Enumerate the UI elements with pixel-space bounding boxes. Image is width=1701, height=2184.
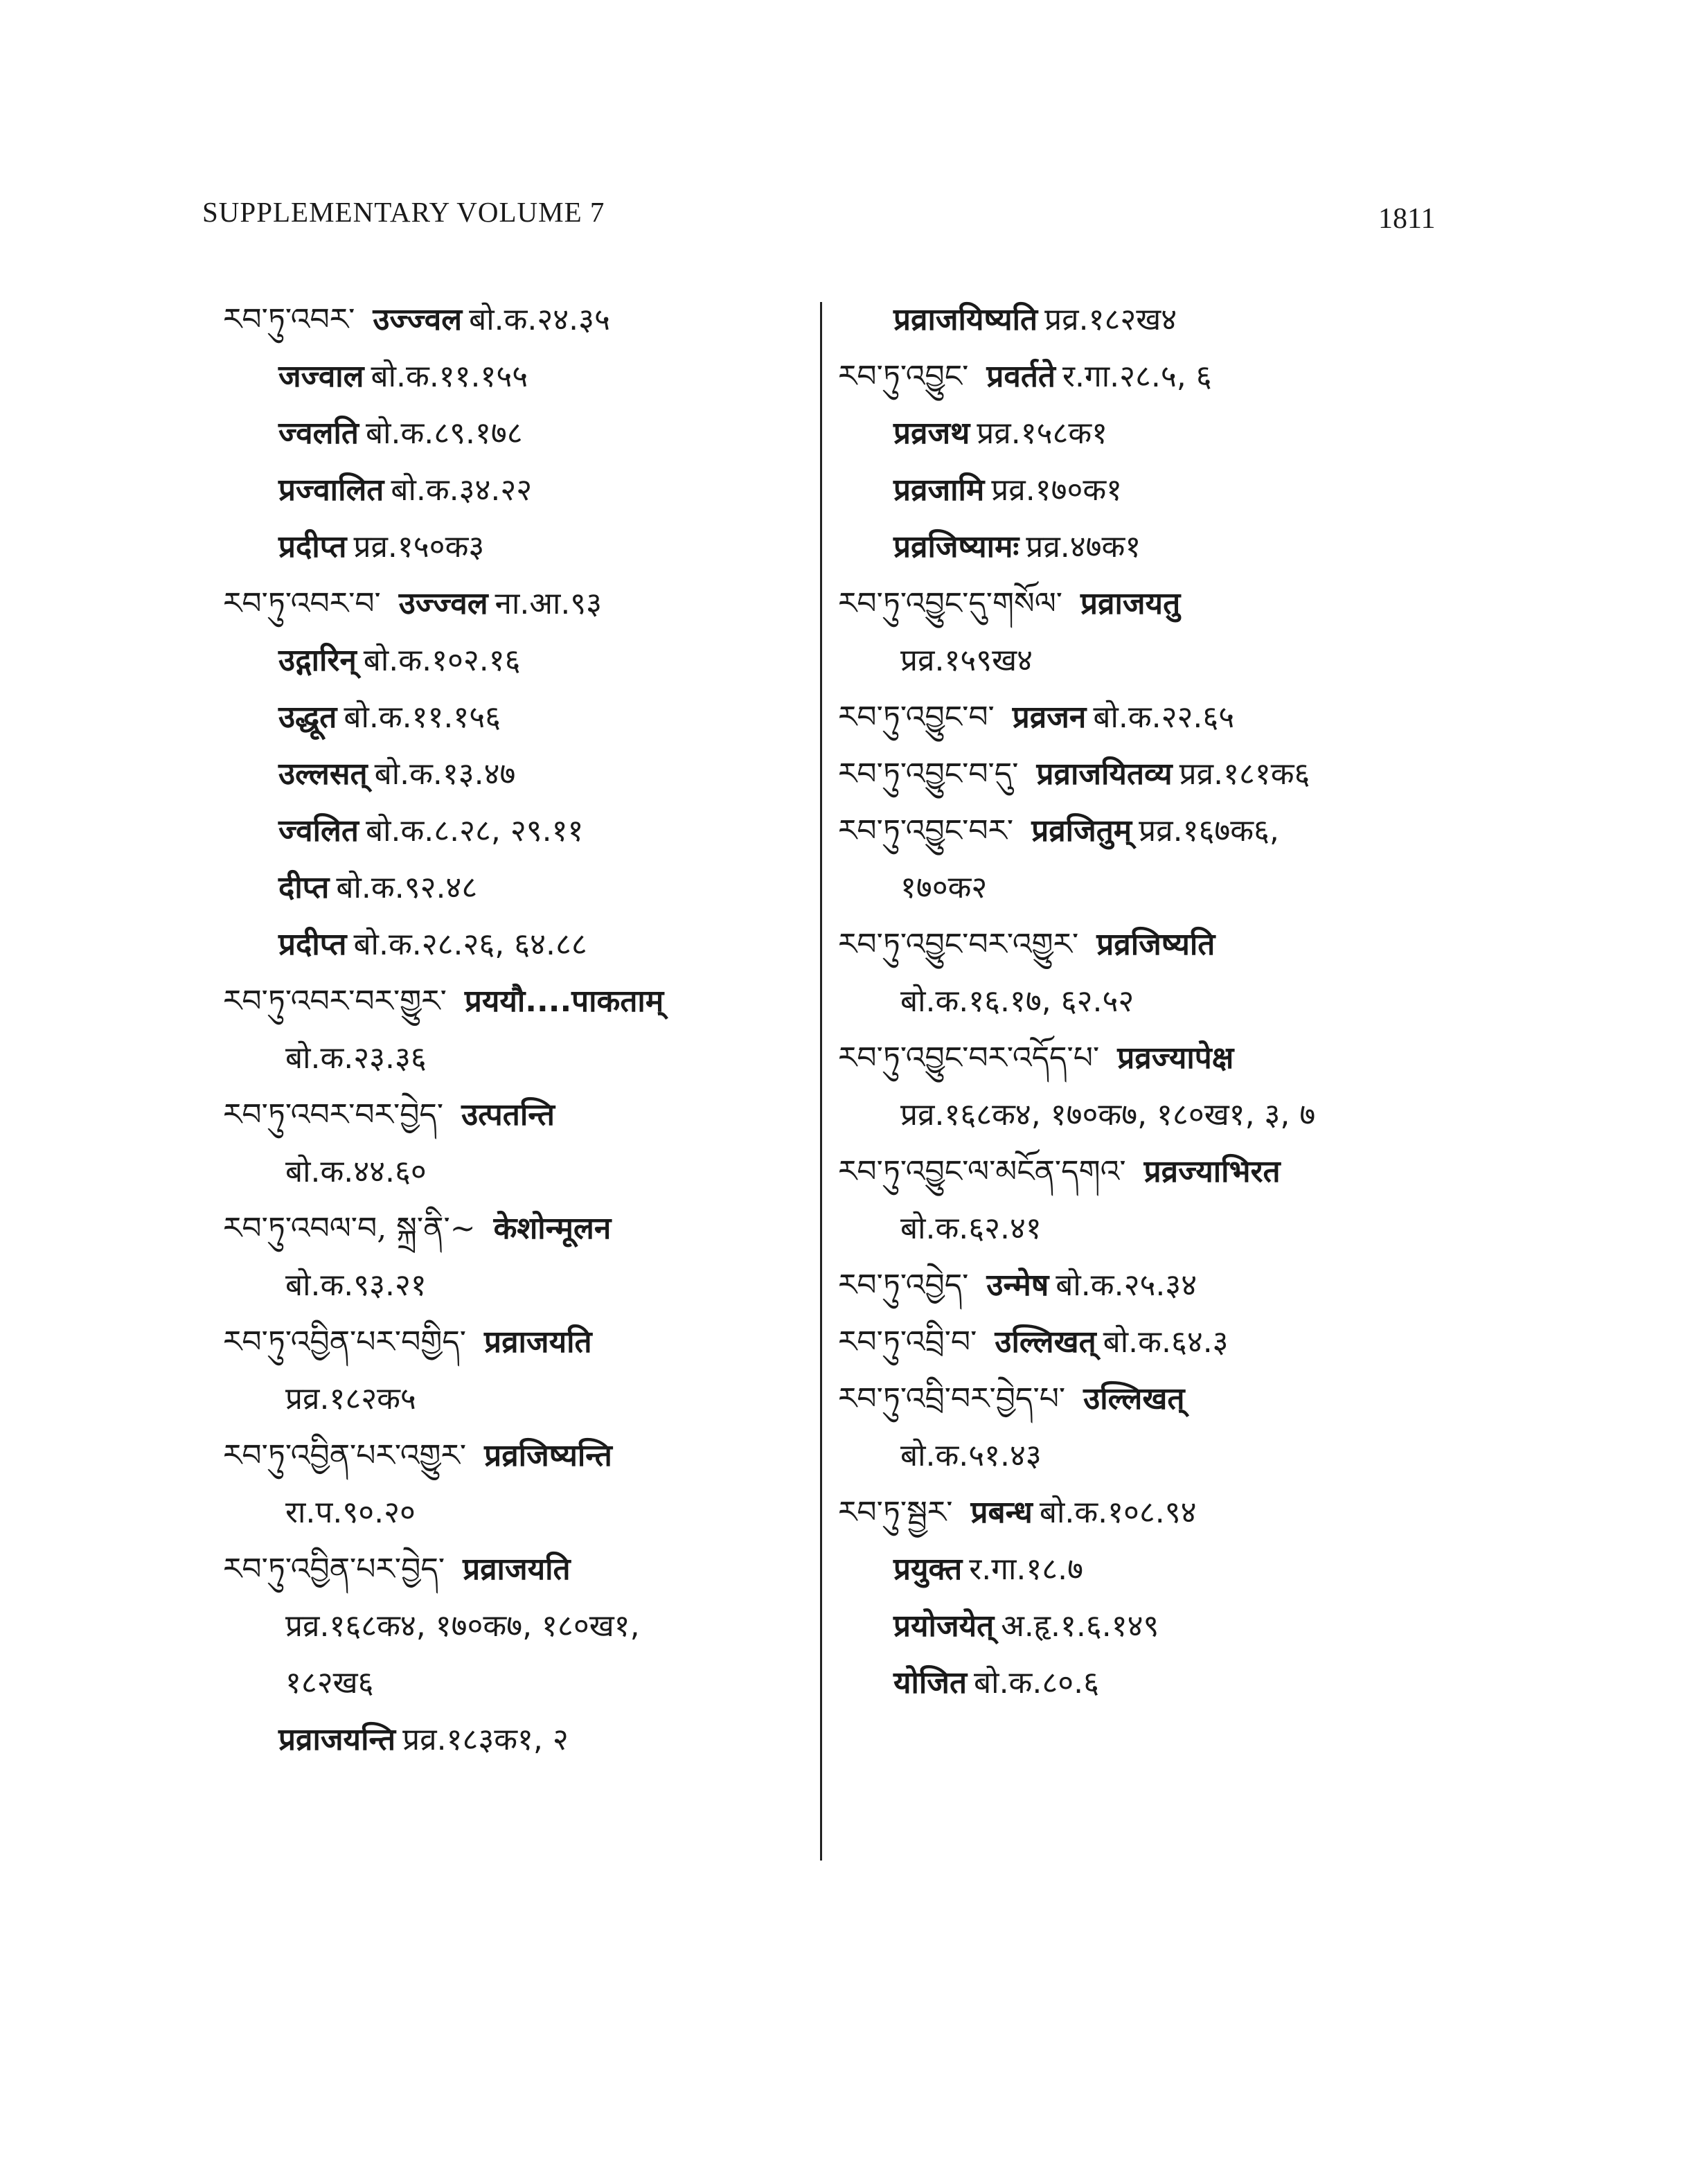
dictionary-entry-line [223, 813, 584, 849]
sanskrit-equivalent: उल्लिखत् [1083, 1381, 1185, 1417]
source-reference: बो.क.९३.२१ [285, 1268, 427, 1303]
tibetan-term: རབ་ཏུ་འབྱུང་བར་ [838, 813, 1014, 849]
dictionary-entry-line [223, 302, 610, 337]
sanskrit-equivalent: प्रव्राजयिष्यति [893, 302, 1038, 337]
source-reference: प्रव्र.१५८क१ [977, 416, 1108, 451]
dictionary-entry-line [223, 1154, 427, 1189]
source-reference: प्रव्र.१६७क६, [1139, 813, 1279, 849]
tibetan-term: རབ་ཏུ་འབལ་བ, སྐྲ་ནི་~ [223, 1211, 476, 1246]
dictionary-entry-line [838, 302, 1177, 337]
sanskrit-equivalent: योजित [893, 1665, 968, 1701]
sanskrit-equivalent: प्रव्रजिष्यन्ति [484, 1438, 612, 1473]
dictionary-entry-line [838, 1211, 1042, 1246]
source-reference: बो.क.८९.१७८ [365, 416, 523, 451]
dictionary-entry-line [838, 813, 1279, 849]
sanskrit-equivalent: प्रव्राजयन्ति [278, 1722, 396, 1757]
dictionary-entry-line [223, 756, 516, 792]
sanskrit-equivalent: प्रव्रजामि [893, 472, 985, 508]
dictionary-entry-line [838, 1608, 1159, 1644]
source-reference: र.गा.२८.५, ६ [1062, 359, 1212, 394]
tibetan-term: རབ་ཏུ་འབྱུང་བར་འགྱུར་ [838, 927, 1079, 962]
sanskrit-equivalent: प्रव्राजयतु [1080, 586, 1181, 621]
dictionary-entry-line [223, 1608, 640, 1644]
tibetan-term: རབ་ཏུ་འབྱུང་དུ་གསོལ་ [838, 586, 1063, 621]
source-reference: प्रव्र.१५९ख४ [900, 643, 1033, 678]
tibetan-term: རབ་ཏུ་འབར་བར་བྱེད་ [223, 1097, 444, 1133]
source-reference: प्रव्र.४७क१ [1026, 529, 1141, 565]
dictionary-entry-line [838, 1270, 1197, 1301]
source-reference: प्रव्र.१७०क१ [991, 472, 1123, 508]
source-reference: बो.क.११.१५५ [371, 359, 528, 394]
dictionary-entry-line [223, 643, 521, 678]
tibetan-term: རབ་ཏུ་འབར་བར་གྱུར་ [223, 984, 447, 1019]
source-reference: बो.क.४४.६० [285, 1154, 427, 1189]
source-reference: १७०क२ [900, 870, 988, 905]
running-header: SUPPLEMENTARY VOLUME 7 [202, 196, 605, 228]
sanskrit-equivalent: उज्ज्वल [373, 302, 463, 337]
sanskrit-equivalent: प्रयुक्त [893, 1552, 963, 1587]
source-reference: बो.क.१६.१७, ६२.५२ [900, 984, 1134, 1019]
source-reference: १८२ख६ [285, 1665, 374, 1701]
sanskrit-equivalent: प्रव्रजितुम् [1031, 813, 1132, 849]
sanskrit-equivalent: प्रयोजयेत् [893, 1608, 995, 1644]
dictionary-entry-line [223, 529, 485, 565]
dictionary-entry-line [223, 359, 528, 394]
tibetan-term: རབ་ཏུ་འབྱུང་བ་དུ་ [838, 756, 1019, 792]
sanskrit-equivalent: उल्लिखत् [995, 1324, 1096, 1360]
tibetan-term: རབ་ཏུ་འབྱུང་ [838, 359, 969, 394]
source-reference: प्रव्र.१८१क६ [1179, 756, 1310, 792]
dictionary-entry-line [223, 1040, 427, 1076]
source-reference: प्रव्र.१८३क१, २ [402, 1722, 569, 1757]
dictionary-entry-line [223, 927, 587, 962]
source-reference: बो.क.१३.४७ [374, 756, 516, 792]
dictionary-entry-line [838, 702, 1234, 733]
dictionary-entry-line [838, 1324, 1229, 1360]
source-reference: बो.क.२५.३४ [1056, 1268, 1197, 1303]
dictionary-entry-line [223, 586, 603, 621]
source-reference: प्रव्र.१५०क३ [353, 529, 485, 565]
dictionary-entry-line [223, 702, 501, 733]
tibetan-term: རབ་ཏུ་འབྱེད་ [838, 1268, 969, 1303]
dictionary-entry-line [223, 1324, 592, 1360]
sanskrit-equivalent: प्रवर्तते [986, 359, 1056, 394]
tibetan-term: རབ་ཏུ་འབྱིན་པར་བགྱིད་ [223, 1324, 467, 1360]
source-reference: प्रव्र.१६८क४, १७०क७, १८०ख१, [285, 1608, 640, 1644]
source-reference: बो.क.८.२८, २९.११ [365, 813, 584, 849]
dictionary-entry-line [838, 1154, 1281, 1189]
dictionary-entry-line [838, 870, 988, 905]
sanskrit-equivalent: प्रव्रजिष्यति [1096, 927, 1215, 962]
sanskrit-equivalent: जज्वाल [278, 359, 364, 394]
tibetan-term: རབ་ཏུ་སྦྱར་ [838, 1495, 953, 1530]
dictionary-entry-line [223, 1097, 555, 1133]
tibetan-term: རབ་ཏུ་འབྲི་བ་ [838, 1324, 977, 1360]
source-reference: र.गा.१८.७ [969, 1552, 1083, 1587]
dictionary-entry-line [838, 986, 1134, 1017]
source-reference: बो.क.१०२.१६ [363, 643, 521, 678]
sanskrit-equivalent: उन्मेष [986, 1268, 1049, 1303]
dictionary-entry-line [838, 1438, 1042, 1473]
source-reference: बो.क.६४.३ [1103, 1324, 1229, 1360]
source-reference: प्रव्र.१६८क४, १७०क७, १८०ख१, ३, ७ [900, 1097, 1316, 1133]
sanskrit-equivalent: प्रव्रज्यापेक्ष [1117, 1040, 1234, 1076]
source-reference: अ.हृ.१.६.१४९ [1001, 1608, 1159, 1644]
dictionary-entry-line [223, 870, 478, 905]
sanskrit-equivalent: उद्गारिन् [278, 643, 357, 678]
source-reference: बो.क.६२.४१ [900, 1211, 1042, 1246]
sanskrit-equivalent: प्रव्रज्याभिरत [1143, 1154, 1281, 1189]
tibetan-term: རབ་ཏུ་འབར་བ་ [223, 586, 381, 621]
dictionary-entry-line [838, 1040, 1234, 1076]
dictionary-entry-line [223, 418, 523, 449]
sanskrit-equivalent: प्रव्रजथ [893, 416, 970, 451]
dictionary-entry-line [223, 1381, 416, 1417]
dictionary-entry-line [838, 472, 1123, 508]
source-reference: बो.क.११.१५६ [344, 700, 501, 735]
source-reference: बो.क.३४.२२ [391, 472, 533, 508]
dictionary-entry-line [223, 1438, 612, 1473]
dictionary-entry-line [223, 1722, 569, 1757]
tibetan-term: རབ་ཏུ་འབྱིན་པར་འགྱུར་ [223, 1438, 467, 1473]
tibetan-term: རབ་ཏུ་འབྱིན་པར་བྱེད་ [223, 1552, 445, 1587]
source-reference: बो.क.२२.६५ [1093, 700, 1235, 735]
sanskrit-equivalent: प्रबन्ध [970, 1495, 1033, 1530]
dictionary-entry-line [223, 1270, 427, 1301]
tibetan-term: རབ་ཏུ་འབྲི་བར་བྱེད་པ་ [838, 1381, 1066, 1417]
sanskrit-equivalent: उत्पतन्ति [461, 1097, 555, 1133]
sanskrit-equivalent: केशोन्मूलन [493, 1211, 612, 1246]
dictionary-entry-line [838, 756, 1310, 792]
tibetan-term: རབ་ཏུ་འབྱུང་ལ་མངོན་དགའ་ [838, 1154, 1126, 1189]
sanskrit-equivalent: प्रदीप्त [278, 529, 347, 565]
sanskrit-equivalent: दीप्त [278, 870, 330, 905]
sanskrit-equivalent: प्रव्राजयितव्य [1036, 756, 1173, 792]
source-reference: प्रव्र.१८२ख४ [1044, 302, 1177, 337]
sanskrit-equivalent: प्रव्रजन [1012, 700, 1087, 735]
page-number: 1811 [1378, 203, 1436, 235]
sanskrit-equivalent: प्रव्रजिष्यामः [893, 529, 1019, 565]
source-reference: बो.क.२४.३५ [469, 302, 610, 337]
source-reference: बो.क.५१.४३ [900, 1438, 1042, 1473]
dictionary-entry-line [223, 1211, 612, 1246]
source-reference: बो.क.९२.४८ [336, 870, 478, 905]
tibetan-term: རབ་ཏུ་འབྱུང་བ་ [838, 700, 995, 735]
source-reference: बो.क.२३.३६ [285, 1040, 427, 1076]
sanskrit-equivalent: ज्वलति [278, 416, 359, 451]
source-reference: बो.क.८०.६ [974, 1665, 1099, 1701]
sanskrit-equivalent: प्रययौ....पाकताम् [464, 984, 664, 1019]
dictionary-entry-line [838, 643, 1033, 678]
dictionary-entry-line [838, 1097, 1316, 1133]
dictionary-entry-line [838, 927, 1215, 962]
sanskrit-equivalent: प्रव्राजयति [463, 1552, 571, 1587]
dictionary-entry-line [838, 1554, 1083, 1585]
dictionary-entry-line [838, 418, 1107, 449]
sanskrit-equivalent: प्रदीप्त [278, 927, 347, 962]
source-reference: बो.क.२८.२६, ६४.८८ [353, 927, 587, 962]
source-reference: ना.आ.९३ [495, 586, 603, 621]
dictionary-entry-line [838, 1495, 1197, 1530]
source-reference: प्रव्र.१८२क५ [285, 1381, 416, 1417]
sanskrit-equivalent: उल्लसत् [278, 756, 368, 792]
column-divider [820, 302, 822, 1861]
dictionary-entry-line [838, 1381, 1185, 1417]
source-reference: रा.प.९०.२० [285, 1495, 416, 1530]
dictionary-entry-line [838, 1665, 1099, 1701]
dictionary-entry-line [838, 586, 1181, 621]
sanskrit-equivalent: ज्वलित [278, 813, 359, 849]
source-reference: बो.क.१०८.९४ [1039, 1495, 1197, 1530]
sanskrit-equivalent: प्रव्राजयति [484, 1324, 592, 1360]
sanskrit-equivalent: प्रज्वालित [278, 472, 384, 508]
dictionary-entry-line [223, 1554, 571, 1585]
tibetan-term: རབ་ཏུ་འབྱུང་བར་འདོད་པ་ [838, 1040, 1100, 1076]
dictionary-entry-line [223, 1495, 416, 1530]
tibetan-term: རབ་ཏུ་འབར་ [223, 302, 355, 337]
sanskrit-equivalent: उद्धूत [278, 700, 337, 735]
dictionary-entry-line [223, 986, 664, 1017]
dictionary-entry-line [223, 472, 533, 508]
dictionary-entry-line [838, 359, 1212, 394]
dictionary-entry-line [838, 529, 1141, 565]
dictionary-entry-line [223, 1665, 374, 1701]
sanskrit-equivalent: उज्ज्वल [398, 586, 488, 621]
